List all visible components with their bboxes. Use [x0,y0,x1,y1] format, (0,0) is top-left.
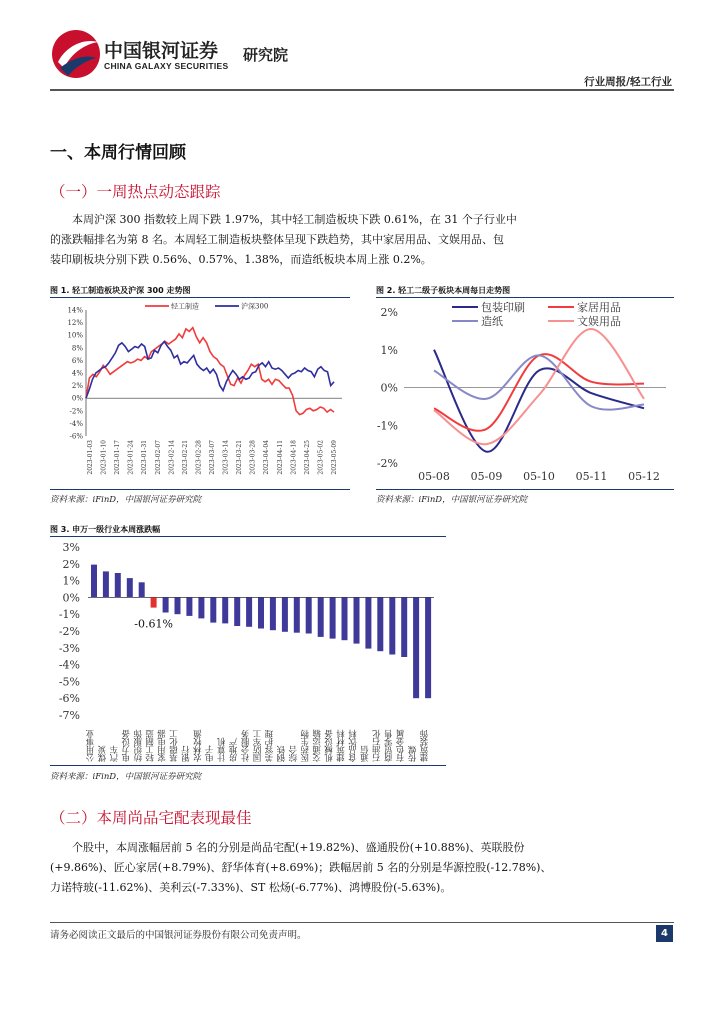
paragraph-top-stocks [50,838,680,898]
y-tick-label: 2% [380,306,398,319]
y-tick-label: 2% [62,557,80,571]
category-label: 美容护理 [264,730,275,762]
chart-sub-sector-daily [376,298,674,488]
figure2-caption: 图 2. 轻工二级子板块本周每日走势图 [376,286,511,295]
x-tick-label: 2023-03-07 [209,440,216,475]
y-tick-label: 0% [71,394,83,403]
logo-english: CHINA GALAXY SECURITIES [104,61,229,71]
figure2-source: 资料来源：iFinD，中国银河证券研究院 [376,495,528,505]
category-label: 基础化工 [169,730,180,762]
category-label: 银行 [181,746,192,762]
x-tick-label: 2023-01-03 [87,440,94,475]
category-label: 国防军工 [253,730,263,762]
para-line: (+9.86%)、匠心家居(+8.79%)、舒华体育(+8.69%)；跌幅居前 5 名的分别是华源控股(-12.78%)、 [50,861,552,874]
bar [377,597,383,651]
bar [282,597,288,631]
y-tick-label: -2% [58,625,80,638]
y-tick-label: -2% [69,407,83,416]
para-line: 力诺特玻(-11.62%)、美利云(-7.33%)、ST 松炀(-6.77%)、鸿博股份(-5.63%)。 [50,881,452,894]
institute-name: 研究院 [243,46,289,64]
y-tick-label: 4% [71,369,83,378]
y-tick-label: 1% [380,343,398,357]
subsection-title-2: （二）本周尚品宅配表现最佳 [50,809,252,827]
bar [413,597,419,698]
category-label: 综合 [288,746,299,762]
category-label: 房地产 [229,738,240,762]
category-label: 电力设备 [121,730,132,762]
para-line: 本周沪深 300 指数较上周下跌 1.97%，其中轻工制造板块下跌 0.61%，在 31 个子行业中 [72,213,517,226]
figure3-source-rule [50,765,446,766]
category-label: 钢铁 [276,746,287,762]
para-line: 个股中，本周涨幅居前 5 名的分别是尚品宅配(+19.82%)、盛通股份(+10.88%)、英联股份 [72,841,525,854]
page-number-box: 4 [656,925,673,942]
galaxy-logo-icon [50,28,102,80]
section-title: 一、本周行情回顾 [50,143,186,163]
category-label: 煤炭 [97,746,108,762]
bar [222,597,228,623]
bar [306,597,312,633]
bar [258,597,264,628]
bar [139,582,145,597]
y-tick-label: -6% [58,692,80,706]
category-label: 传媒 [408,746,419,762]
figure3-source: 资料来源：iFinD，中国银河证券研究院 [50,772,202,782]
category-label: 计算机 [217,738,228,762]
bar [246,597,252,626]
category-label: 汽车 [109,746,120,762]
figure2-source-rule [376,489,674,490]
y-tick-label: -4% [69,419,83,428]
bar [342,597,348,640]
y-tick-label: -3% [58,641,80,655]
x-tick-label: 05-11 [575,470,608,483]
bar [198,597,204,618]
legend-label: 沪深300 [241,302,269,311]
legend-label: 包装印刷 [481,301,525,314]
category-label: 机械设备 [324,730,335,762]
legend-label: 文娱用品 [577,315,621,328]
figure1-source-rule [50,489,350,490]
y-tick-label: 1% [62,574,80,588]
figure1-source: 资料来源：iFinD，中国银河证券研究院 [50,495,202,505]
y-tick-label: -2% [376,457,398,470]
category-label: 建筑装饰 [420,730,431,762]
paragraph-weekly-review [50,210,680,270]
category-label: 纺织服饰 [133,730,144,762]
x-tick-label: 2023-05-09 [331,440,338,475]
y-tick-label: 10% [67,331,83,340]
x-tick-label: 2023-03-21 [236,440,244,475]
bar [318,597,324,637]
chart-sw-industry-weekly [50,537,446,763]
y-tick-label: 0% [62,591,80,605]
category-label: 石油石化 [372,730,383,762]
x-tick-label: 2023-03-14 [222,440,230,475]
bar [270,597,276,630]
header-divider [50,89,674,91]
footer-disclaimer: 请务必阅读正文最后的中国银河证券股份有限公司免责声明。 [50,930,307,941]
x-tick-label: 2023-04-25 [303,440,311,475]
category-label: 有色金属 [396,730,407,762]
y-tick-label: 0% [380,381,398,395]
y-tick-label: -6% [69,432,83,441]
x-tick-label: 2023-03-28 [249,440,257,475]
x-tick-label: 2023-01-31 [141,440,149,475]
x-tick-label: 2023-01-10 [100,440,108,475]
bar-data-label: -0.61% [134,617,173,631]
x-tick-label: 2023-01-17 [114,440,122,475]
bar [127,578,133,597]
category-label: 电子 [205,746,216,762]
x-tick-label: 2023-02-28 [195,440,203,475]
bar [151,597,157,607]
legend-label: 家居用品 [577,301,621,314]
bar [354,597,360,643]
x-tick-label: 2023-04-11 [276,440,284,475]
bar [365,597,371,648]
x-tick-label: 2023-05-02 [317,440,325,475]
y-tick-label: -5% [58,675,80,689]
bar [175,597,181,614]
bar [330,597,336,638]
category-label: 食品饮料 [348,730,359,762]
category-label: 交通运输 [312,730,323,762]
figure1-caption: 图 1. 轻工制造板块及沪深 300 走势图 [50,286,191,295]
y-tick-label: -1% [58,608,80,622]
logo-chinese: 中国银河证券 [104,40,219,62]
legend-label: 轻工制造 [171,302,199,311]
bar [91,565,97,598]
page-header [0,0,724,92]
category-label: 建筑材料 [336,730,347,762]
x-tick-label: 2023-02-14 [168,440,176,475]
category-label: 通信 [360,746,371,762]
y-tick-label: 14% [67,306,83,315]
category-label: 商贸零售 [384,730,395,762]
y-tick-label: 6% [71,356,83,365]
bar [234,597,240,626]
y-tick-label: -1% [376,419,398,433]
bar [103,571,109,597]
subsection-title: （一）一周热点动态跟踪 [50,183,221,201]
bar [401,597,407,657]
x-tick-label: 2023-04-18 [290,440,298,475]
y-tick-label: 3% [62,541,80,554]
legend-label: 造纸 [481,315,503,328]
category-label: 医药生物 [300,730,311,762]
chart-industry-vs-csi300 [50,298,350,488]
x-tick-label: 2023-04-04 [263,440,271,475]
para-line: 装印刷板块分别下跌 0.56%、0.57%、1.38%，而造纸板块本周上涨 0.2%。 [50,253,432,266]
y-tick-label: -4% [58,658,80,672]
bar [389,597,395,654]
y-tick-label: -7% [58,709,80,722]
series-line-2 [434,355,644,409]
x-tick-label: 2023-02-07 [154,440,162,475]
bar [163,597,169,612]
y-tick-label: 8% [71,344,83,353]
para-line: 的涨跌幅排名为第 8 名。本周轻工制造板块整体呈现下跌趋势，其中家居用品、文娱用品、包 [50,233,504,246]
bar [294,597,300,632]
y-tick-label: 12% [67,319,83,328]
category-label: 家用电器 [157,730,168,762]
category-label: 轻工制造 [145,730,156,762]
category-label: 社会服务 [241,730,252,762]
category-label: 农林牧渔 [193,730,204,762]
bar [425,597,431,698]
figure3-caption: 图 3. 申万一级行业本周涨跌幅 [50,525,161,534]
y-tick-label: 2% [71,382,83,391]
bar [186,597,192,616]
x-tick-label: 2023-01-24 [127,440,135,475]
category-label: 公用事业 [85,730,96,762]
bar [115,573,121,597]
bar [210,597,216,622]
x-tick-label: 05-12 [628,470,660,483]
x-tick-label: 05-08 [418,470,450,483]
report-type: 行业周报/轻工行业 [584,76,672,88]
x-tick-label: 2023-02-21 [181,440,189,475]
x-tick-label: 05-10 [523,470,555,483]
footer-divider [50,922,674,923]
x-tick-label: 05-09 [470,470,503,483]
